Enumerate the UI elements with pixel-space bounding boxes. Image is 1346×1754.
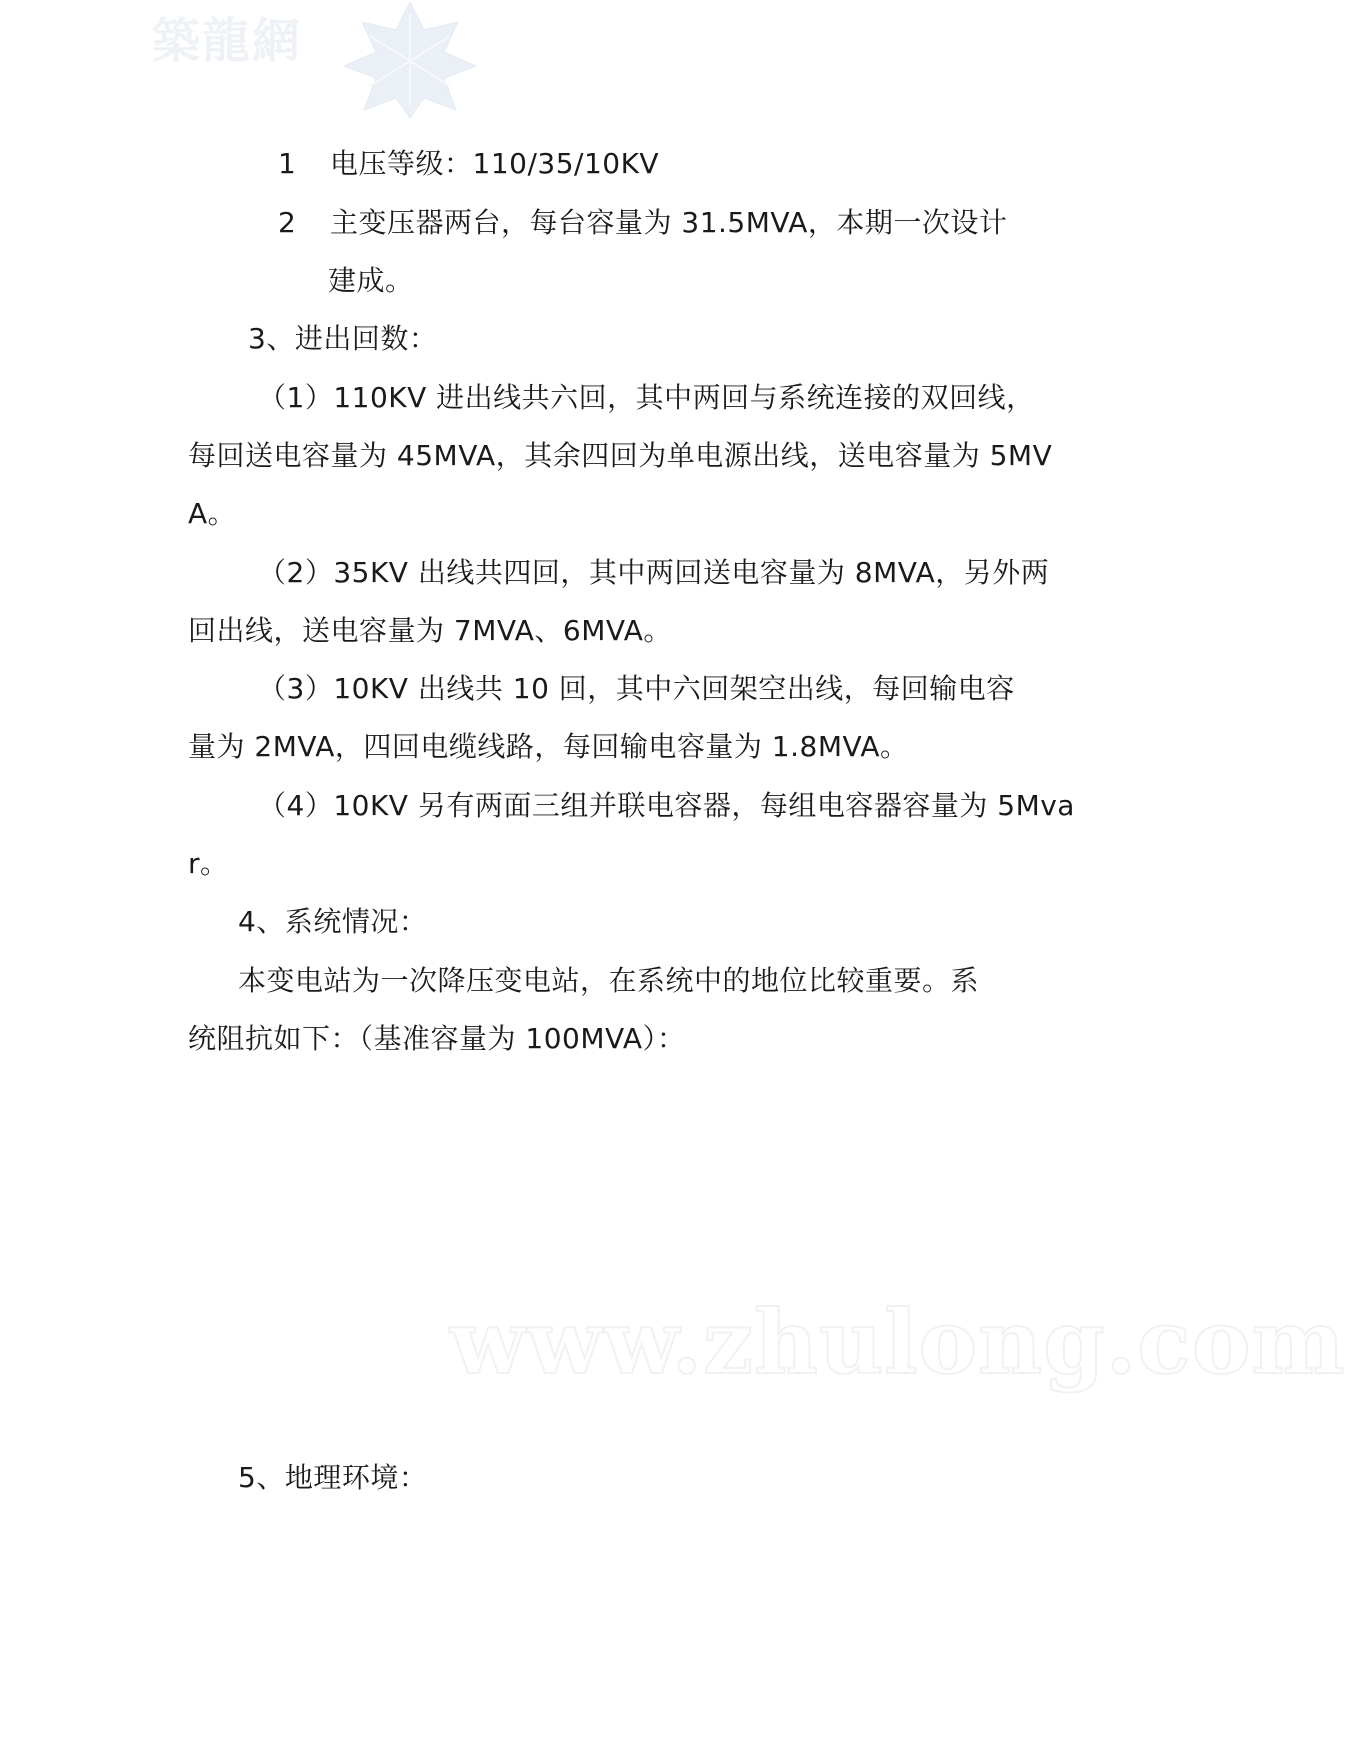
section-heading-5: 5、地理环境： (238, 1461, 428, 1494)
snowflake-emblem-icon (340, 0, 480, 120)
list-item-transformer (278, 205, 1007, 241)
paragraph-1-line-3: A。 (188, 497, 237, 530)
section-4-line-2: 统阻抗如下：（基准容量为 100MVA）： (188, 1022, 686, 1055)
list-item-text: 主变压器两台，每台容量为 31.5MVA，本期一次设计 (330, 206, 1008, 239)
section-heading-3: 3、进出回数： (248, 322, 438, 355)
watermark-logo (150, 0, 490, 130)
paragraph-3-line-1: （3）10KV 出线共 10 回，其中六回架空出线，每回输电容 (258, 672, 1015, 705)
list-item-text-continuation: 建成。 (328, 264, 414, 297)
section-heading-4: 4、系统情况： (238, 905, 428, 938)
paragraph-3-line-2: 量为 2MVA，四回电缆线路，每回输电容量为 1.8MVA。 (188, 730, 909, 763)
section-4-line-1: 本变电站为一次降压变电站，在系统中的地位比较重要。系 (238, 964, 980, 997)
paragraph-4-line-1: （4）10KV 另有两面三组并联电容器，每组电容器容量为 5Mva (258, 789, 1075, 822)
list-item-voltage (278, 146, 659, 182)
list-item-number: 1 (278, 147, 297, 180)
paragraph-4-line-2: r。 (188, 847, 229, 880)
watermark-url: www.zhulong.com (450, 1290, 1346, 1394)
paragraph-2-line-2: 回出线，送电容量为 7MVA、6MVA。 (188, 614, 672, 647)
paragraph-2-line-1: （2）35KV 出线共四回，其中两回送电容量为 8MVA，另外两 (258, 556, 1050, 589)
paragraph-1-line-2: 每回送电容量为 45MVA，其余四回为单电源出线，送电容量为 5MV (188, 439, 1053, 472)
paragraph-1-line-1: （1）110KV 进出线共六回，其中两回与系统连接的双回线， (258, 381, 1035, 414)
list-item-number: 2 (278, 206, 297, 239)
list-item-text: 电压等级：110/35/10KV (330, 147, 660, 180)
watermark-logo-text: 築龍網 (152, 13, 303, 69)
